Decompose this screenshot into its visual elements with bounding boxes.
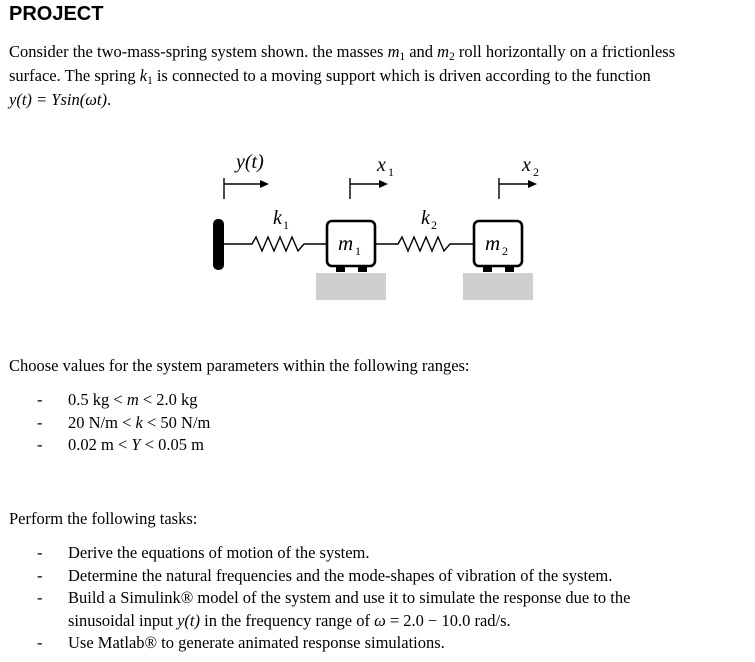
var-m1-sub: 1: [399, 50, 406, 63]
range-item: [37, 389, 210, 412]
range-text: 20 N/m <: [68, 412, 136, 432]
bullet: -: [37, 543, 43, 562]
label-x2: x: [522, 154, 531, 176]
task-text: Determine the natural frequencies and the mode-shapes of vibration of the system.: [68, 565, 613, 585]
page-title: PROJECT: [9, 3, 104, 25]
label-m2-sub: 2: [502, 244, 508, 258]
task-text: = 2.0 − 10.0 rad/s.: [385, 610, 511, 630]
range-text: < 0.05 m: [140, 435, 204, 454]
arrow-head-y: [260, 180, 269, 188]
tasks-heading: Perform the following tasks:: [9, 509, 198, 528]
label-m2: m: [485, 231, 501, 255]
arrow-head-x1: [379, 180, 388, 188]
wheel: [483, 266, 492, 272]
range-text: 0.02 m <: [68, 435, 132, 454]
statement-text: Consider the two-mass-spring system shown. the masses: [9, 42, 388, 61]
var-m2: m: [437, 42, 450, 61]
range-text: < 2.0 kg: [138, 390, 198, 409]
bullet: -: [37, 390, 43, 409]
ground-block-1: [316, 273, 386, 300]
label-k2-sub: 2: [431, 218, 437, 232]
range-item: [37, 434, 210, 457]
wheel: [358, 266, 367, 272]
label-k1: k: [273, 207, 282, 229]
input-function: y(t) = Ysin(ωt): [9, 90, 107, 109]
ranges-list: [37, 389, 210, 457]
task-item: [37, 542, 630, 565]
label-y-of-t: y(t): [236, 151, 264, 173]
displacement-arrows: [224, 178, 530, 199]
task-text: in the frequency range of: [200, 610, 375, 630]
omega-var: ω: [374, 610, 386, 630]
arrow-head-x2: [528, 180, 537, 188]
label-k1-sub: 1: [283, 218, 289, 232]
task-continuation: [68, 610, 630, 633]
task-text: Derive the equations of motion of the system.: [68, 543, 370, 562]
var-k1-sub: 1: [147, 74, 153, 87]
label-m1-sub: 1: [355, 244, 361, 258]
label-x2-sub: 2: [533, 165, 539, 179]
var-m2-sub: 2: [449, 50, 455, 63]
range-item: [37, 412, 210, 435]
input-var: y(t): [177, 610, 200, 630]
task-text: Use Matlab® to generate animated response simulations.: [68, 633, 445, 652]
var-k1: k: [139, 66, 148, 85]
statement-text: and: [405, 42, 438, 61]
spring-k1: [224, 237, 326, 251]
statement-text: .: [106, 90, 112, 109]
label-x1: x: [377, 154, 386, 176]
bullet: -: [37, 412, 43, 432]
label-x1-sub: 1: [388, 165, 394, 179]
label-k2: k: [421, 207, 430, 229]
range-text: < 50 N/m: [142, 412, 211, 432]
task-item: [37, 587, 630, 632]
range-text: 0.5 kg <: [68, 390, 127, 409]
wheel: [336, 266, 345, 272]
task-text: Build a Simulink® model of the system and use it to simulate the response due to the: [68, 588, 631, 607]
range-var: Y: [131, 435, 141, 454]
two-mass-spring-diagram: [0, 0, 755, 330]
bullet: -: [37, 588, 43, 607]
moving-support: [213, 219, 224, 270]
task-item: [37, 632, 630, 655]
bullet: -: [37, 633, 43, 652]
statement-text: is connected to a moving support which is driven according to the function: [152, 66, 651, 85]
statement-text: surface. The spring: [9, 66, 140, 85]
spring-k2: [376, 237, 473, 251]
bullet: -: [37, 565, 43, 585]
ground-block-2: [463, 273, 533, 300]
statement-text: roll horizontally on a frictionless: [454, 42, 676, 61]
var-m1: m: [387, 42, 400, 61]
range-var: m: [126, 390, 139, 409]
task-item: [37, 565, 630, 588]
bullet: -: [37, 435, 43, 454]
ranges-heading: Choose values for the system parameters within the following ranges:: [9, 356, 470, 375]
task-text: sinusoidal input: [68, 610, 178, 630]
tasks-list: [37, 542, 630, 655]
range-var: k: [135, 412, 143, 432]
label-m1: m: [338, 231, 354, 255]
wheel: [505, 266, 514, 272]
